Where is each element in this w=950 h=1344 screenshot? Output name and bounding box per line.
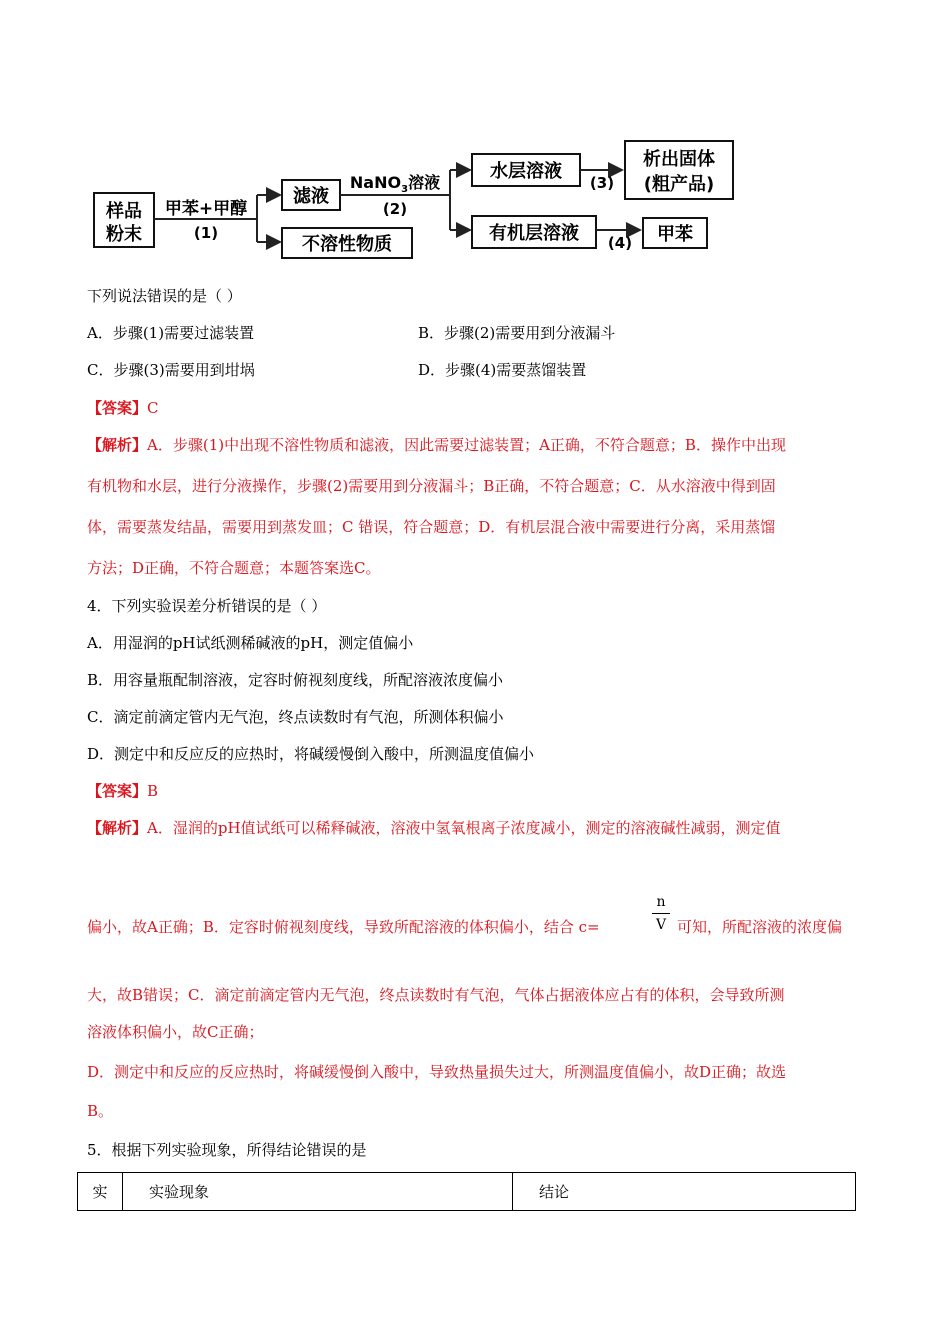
q3-stem: 下列说法错误的是（ ） [87,287,242,305]
table-header-index: 实 [78,1173,123,1211]
q3-option-c: C．步骤(3)需要用到坩埚 [87,361,255,379]
q4-option-b: B．用容量瓶配制溶液，定容时俯视刻度线，所配溶液浓度偏小 [87,671,504,689]
sample-label-2: 粉末 [106,224,142,245]
q4-analysis-line-4: 溶液体积偏小，故C正确； [87,1023,264,1041]
fraction-denominator: V [655,917,667,933]
q4-analysis-line-1: 【解析】A．湿润的pH值试纸可以稀释碱液，溶液中氢氧根离子浓度减小，测定的溶液碱性减弱，测定值 [87,819,781,837]
q4-analysis-line-2a: 偏小，故A正确；B．定容时俯视刻度线，导致所配溶液的体积偏小，结合 c= [87,918,600,936]
table-header-conclusion: 结论 [513,1173,856,1211]
step2-label: (2) [382,200,408,218]
reagent2-label: NaNO$_3$溶液 [349,173,441,195]
q4-answer: 【答案】B [87,782,159,800]
q4-analysis-line-2b: 可知，所配溶液的浓度偏 [677,918,843,936]
q4-option-c: C．滴定前滴定管内无气泡，终点读数时有气泡，所测体积偏小 [87,708,504,726]
q3-analysis-line-2: 有机物和水层，进行分液操作，步骤(2)需要用到分液漏斗；B正确，不符合题意；C．从水溶液中得到固 [87,477,776,495]
insoluble-label: 不溶性物质 [302,234,392,255]
table-header-row [78,1173,856,1211]
process-flowchart [85,130,745,265]
q3-option-a: A．步骤(1)需要过滤装置 [87,324,255,342]
q3-analysis-line-4: 方法；D正确，不符合题意；本题答案选C。 [87,559,381,577]
step3-label: (3) [589,174,615,192]
sample-label-1: 样品 [106,201,142,222]
q4-analysis-line-6: B。 [87,1102,114,1120]
q4-option-d: D．测定中和反应反的应热时，将碱缓慢倒入酸中，所测温度值偏小 [87,745,535,763]
q4-stem: 4．下列实验误差分析错误的是（ ） [87,597,327,615]
q3-option-b: B．步骤(2)需要用到分液漏斗 [418,324,616,342]
reagent1-label: 甲苯+甲醇 [164,199,248,219]
q3-answer: 【答案】C [87,399,159,417]
step1-label: (1) [193,224,219,242]
q3-option-d: D．步骤(4)需要蒸馏装置 [418,361,587,379]
q3-analysis-line-3: 体，需要蒸发结晶，需要用到蒸发皿；C 错误，符合题意；D．有机层混合液中需要进行分离，采用蒸馏 [87,518,776,536]
q3-analysis-line-1: 【解析】A．步骤(1)中出现不溶性物质和滤液，因此需要过滤装置；A正确，不符合题意；B．操作中出现 [87,436,786,454]
fraction-numerator: n [656,894,666,910]
filtrate-label: 滤液 [293,186,329,207]
organic-layer-label: 有机层溶液 [489,223,579,244]
step4-label: (4) [607,234,633,252]
solid-label-2: (粗产品) [643,174,715,195]
q4-analysis-line-5: D．测定中和反应的反应热时，将碱缓慢倒入酸中，导致热量损失过大，所测温度值偏小，故D正确；故选 [87,1063,787,1081]
q5-table [77,1172,856,1211]
toluene-label: 甲苯 [657,224,693,245]
table-header-phenomenon: 实验现象 [123,1173,513,1211]
solid-label-1: 析出固体 [643,149,715,170]
q4-analysis-line-3: 大，故B错误；C．滴定前滴定管内无气泡，终点读数时有气泡，气体占据液体应占有的体积，会导致所测 [87,986,785,1004]
water-layer-label: 水层溶液 [490,161,562,182]
q4-option-a: A．用湿润的pH试纸测稀碱液的pH，测定值偏小 [87,634,414,652]
fraction-n-over-v [649,893,673,934]
q5-stem: 5．根据下列实验现象，所得结论错误的是 [87,1141,367,1159]
